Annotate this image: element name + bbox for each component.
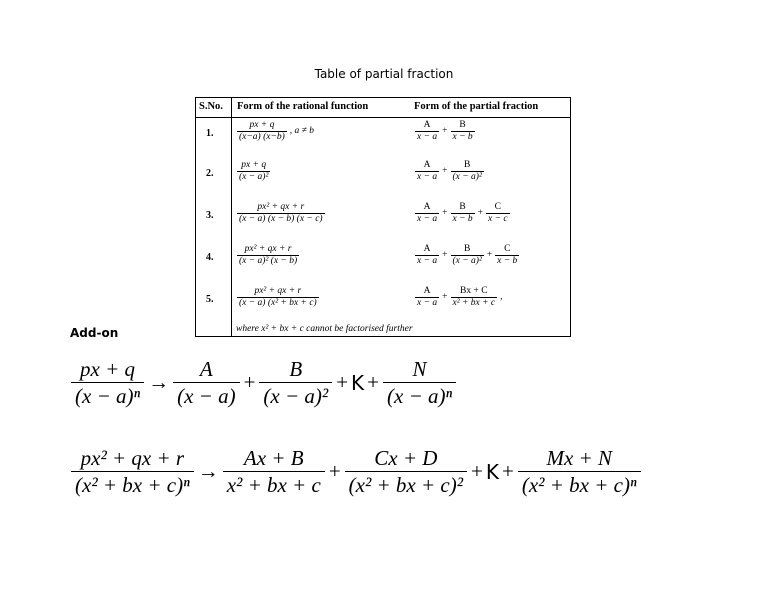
- equation-term: [345, 445, 467, 499]
- equation-term-denominator: (x² + bx + c)²: [348, 473, 464, 498]
- partial-term-denominator: x − a: [417, 213, 438, 224]
- rational-function: [236, 120, 316, 143]
- plus-sign: +: [442, 166, 448, 177]
- partial-term-numerator: A: [415, 120, 439, 132]
- partial-term-denominator: x − b: [452, 213, 473, 224]
- row-number: 1.: [206, 128, 214, 139]
- rational-denominator: (x − a) (x² + bx + c): [239, 297, 317, 308]
- partial-term: [451, 286, 498, 309]
- partial-fraction-table: [195, 97, 571, 337]
- row-number: 4.: [206, 252, 214, 263]
- plus-sign: +: [477, 208, 483, 219]
- equation-term-numerator: Ax + B: [223, 445, 325, 472]
- equation-last-term-numerator: Mx + N: [518, 445, 641, 472]
- rational-condition: , a ≠ b: [289, 126, 315, 137]
- equation-term-denominator: (x − a): [177, 384, 236, 409]
- partial-term-denominator: x − b: [452, 131, 473, 142]
- plus-sign: +: [502, 459, 514, 484]
- equation-term-numerator: B: [259, 356, 332, 383]
- plus-sign: +: [442, 208, 448, 219]
- ellipsis-k: K: [351, 370, 365, 395]
- equation-lhs-denominator: (x − a)ⁿ: [75, 384, 141, 409]
- plus-sign: +: [328, 459, 341, 484]
- equation-term-numerator: Cx + D: [345, 445, 467, 472]
- rational-denominator: (x − a) (x − b) (x − c): [239, 213, 323, 224]
- equation-last-term-numerator: N: [383, 356, 456, 383]
- row-number: 3.: [206, 210, 214, 221]
- partial-term-numerator: B: [451, 160, 484, 172]
- partial-term: [415, 120, 439, 143]
- partial-term-denominator: x − a: [417, 297, 438, 308]
- rational-fraction: [237, 160, 270, 183]
- equation-1: [70, 356, 457, 410]
- partial-fraction: [414, 120, 476, 143]
- rational-numerator: px² + qx + r: [237, 244, 299, 256]
- partial-term-denominator: (x − a)²: [452, 255, 482, 266]
- partial-term-denominator: x − a: [417, 255, 438, 266]
- header-partial-fraction: Form of the partial fraction: [414, 101, 539, 112]
- partial-term-numerator: B: [451, 202, 475, 214]
- equation-term: [173, 356, 239, 410]
- equation-last-term-denominator: (x − a)ⁿ: [387, 384, 453, 409]
- equation-term-numerator: A: [173, 356, 239, 383]
- equation-term-denominator: (x − a)²: [263, 384, 329, 409]
- plus-sign: +: [367, 370, 380, 395]
- partial-term-numerator: C: [486, 202, 510, 214]
- header-sno: S.No.: [199, 101, 223, 112]
- addon-label: Add-on: [70, 326, 119, 340]
- plus-sign: +: [486, 250, 493, 261]
- rational-numerator: px² + qx + r: [237, 202, 325, 214]
- partial-term-numerator: A: [415, 160, 439, 172]
- partial-term: [495, 244, 519, 267]
- partial-term-numerator: B: [451, 244, 484, 256]
- page-title: Table of partial fraction: [314, 67, 454, 81]
- partial-term: [415, 160, 439, 183]
- plus-sign: +: [442, 292, 448, 303]
- rational-function: [236, 202, 326, 225]
- partial-term-numerator: A: [415, 286, 439, 298]
- partial-term: [451, 202, 475, 225]
- rational-function: [236, 160, 271, 183]
- partial-term-denominator: x − b: [497, 255, 518, 266]
- partial-term-numerator: A: [415, 244, 439, 256]
- plus-sign: +: [442, 250, 448, 261]
- table-row: [196, 286, 570, 324]
- partial-term-numerator: C: [495, 244, 519, 256]
- rational-numerator: px + q: [237, 160, 270, 172]
- partial-term: [415, 202, 439, 225]
- equation-lhs-numerator: px² + qx + r: [71, 445, 194, 472]
- partial-term: [415, 286, 439, 309]
- partial-term: [451, 244, 484, 267]
- header-rational-function: Form of the rational function: [237, 101, 369, 112]
- arrow: →: [197, 459, 219, 484]
- table-row: [196, 120, 570, 158]
- plus-sign: +: [336, 370, 349, 395]
- partial-term-denominator: x − a: [417, 131, 438, 142]
- partial-term-numerator: A: [415, 202, 439, 214]
- partial-term: [451, 120, 475, 143]
- equation-2: [70, 445, 642, 499]
- rational-denominator: (x − a)² (x − b): [239, 255, 298, 266]
- rational-fraction: [237, 244, 299, 267]
- rational-function: [236, 244, 300, 267]
- partial-fraction: [414, 202, 511, 225]
- partial-term-numerator: B: [451, 120, 475, 132]
- equation-lhs: [71, 445, 194, 499]
- table-note: where x² + bx + c cannot be factorised further: [236, 324, 413, 334]
- rational-fraction: [237, 286, 319, 309]
- partial-term: [415, 244, 439, 267]
- partial-term-denominator: x − c: [488, 213, 508, 224]
- ellipsis-k: K: [485, 459, 500, 484]
- equation-last-term: [518, 445, 641, 499]
- partial-term-denominator: (x − a)²: [452, 171, 482, 182]
- equation-term: [259, 356, 332, 410]
- rational-numerator: px + q: [237, 120, 287, 132]
- equation-term-denominator: x² + bx + c: [226, 473, 321, 498]
- trailing-comma: ,: [500, 292, 503, 303]
- partial-term-denominator: x − a: [417, 171, 438, 182]
- rational-fraction: [237, 202, 325, 225]
- table-row: [196, 202, 570, 240]
- row-number: 5.: [206, 294, 214, 305]
- equation-lhs-numerator: px + q: [71, 356, 144, 383]
- rational-denominator: (x − a)²: [239, 171, 269, 182]
- equation-lhs: [71, 356, 144, 410]
- equation-lhs-denominator: (x² + bx + c)ⁿ: [75, 473, 190, 498]
- rational-denominator: (x−a) (x−b): [239, 131, 285, 142]
- rational-numerator: px² + qx + r: [237, 286, 319, 298]
- partial-fraction: [414, 286, 504, 309]
- table-header: [196, 98, 570, 118]
- equation-last-term: [383, 356, 456, 410]
- plus-sign: +: [471, 459, 483, 484]
- plus-sign: +: [442, 126, 448, 137]
- equation-last-term-denominator: (x² + bx + c)ⁿ: [521, 473, 637, 498]
- rational-function: [236, 286, 320, 309]
- partial-fraction: [414, 244, 520, 267]
- partial-term-denominator: x² + bx + c: [452, 297, 496, 308]
- row-number: 2.: [206, 168, 214, 179]
- plus-sign: +: [243, 370, 256, 395]
- table-row: [196, 160, 570, 198]
- rational-fraction: [237, 120, 287, 143]
- arrow: →: [148, 370, 170, 395]
- partial-term-numerator: Bx + C: [451, 286, 498, 298]
- partial-term: [451, 160, 484, 183]
- partial-term: [486, 202, 510, 225]
- partial-fraction: [414, 160, 485, 183]
- table-row: [196, 244, 570, 282]
- equation-term: [223, 445, 325, 499]
